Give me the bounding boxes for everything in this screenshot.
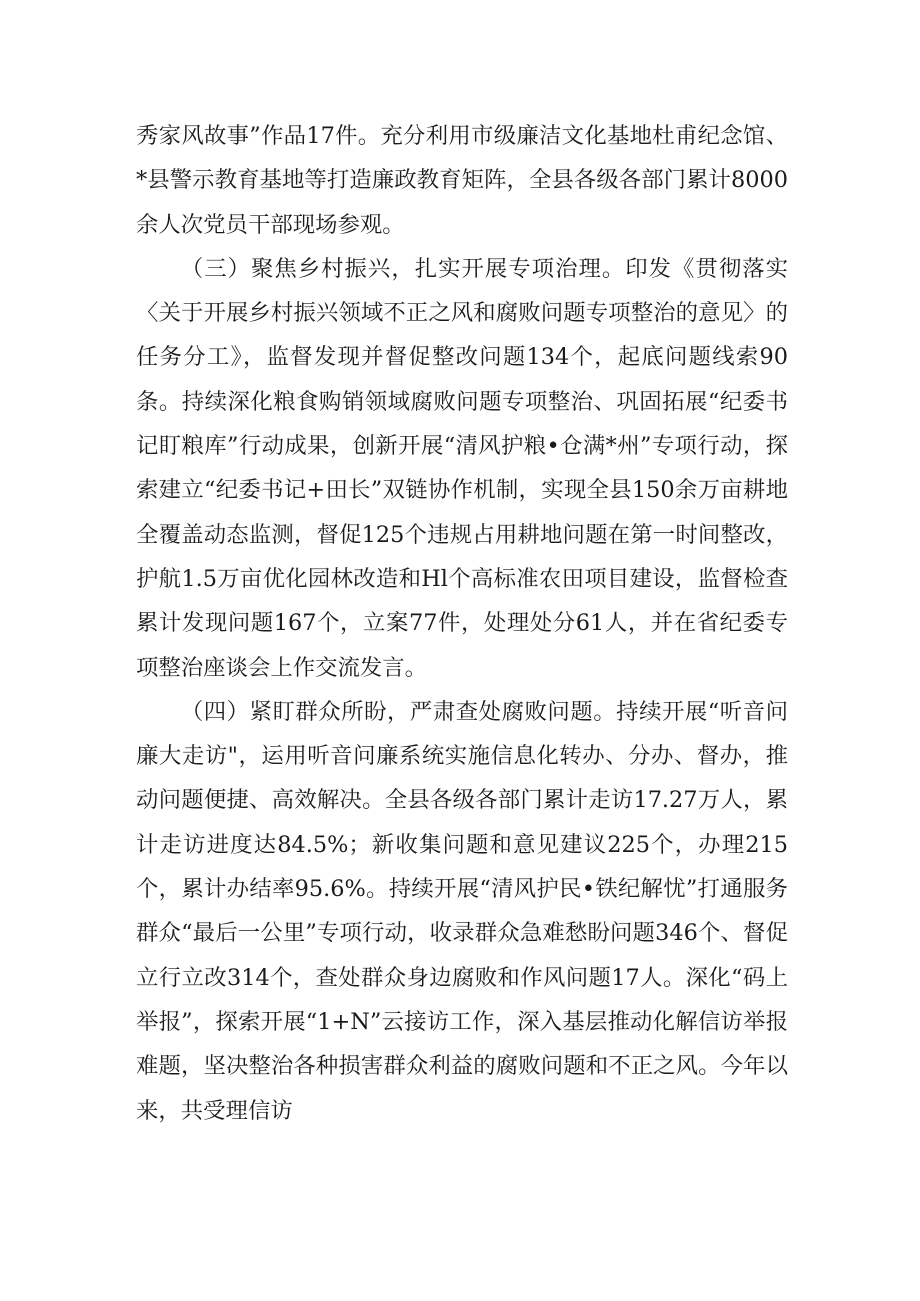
document-body [136, 114, 788, 1133]
paragraph-continuation: 秀家风故事”作品17件。充分利用市级廉洁文化基地杜甫纪念馆、*县警示教育基地等打造廉政教育矩阵，全县各级各部门累计8000余人次党员干部现场参观。 [136, 123, 788, 238]
paragraph-section-four: （四）紧盯群众所盼，严肃查处腐败问题。持续开展“听音问廉大走访"，运用听音问廉系统实施信息化转办、分办、督办，推动问题便捷、高效解决。全县各级各部门累计走访17.27万人，累计走访进度达84.5%；新收集问题和意见建议225个，办理215个，累计办结率95.6%。持续开展“清风护民•铁纪解忧”打通服务群众“最后一公里”专项行动，收录群众急难愁盼问题346个、督促立行立改314个，查处群众身边腐败和作风问题17人。深化“码上举报”，探索开展“1+N”云接访工作，深入基层推动化解信访举报难题，坚决整治各种损害群众利益的腐败问题和不正之风。今年以来，共受理信访 [136, 698, 788, 1124]
paragraph-section-three: （三）聚焦乡村振兴，扎实开展专项治理。印发《贯彻落实〈关于开展乡村振兴领域不正之风和腐败问题专项整治的意见〉的任务分工》，监督发现并督促整改问题134个，起底问题线索90条。持续深化粮食购销领域腐败问题专项整治、巩固拓展“纪委书记盯粮库”行动成果，创新开展“清风护粮•仓满*州”专项行动，探索建立“纪委书记+田长”双链协作机制，实现全县150余万亩耕地全覆盖动态监测，督促125个违规占用耕地问题在第一时间整改，护航1.5万亩优化园林改造和Hl个高标准农田项目建设，监督检查累计发现问题167个，立案77件，处理处分61人，并在省纪委专项整治座谈会上作交流发言。 [136, 255, 788, 681]
